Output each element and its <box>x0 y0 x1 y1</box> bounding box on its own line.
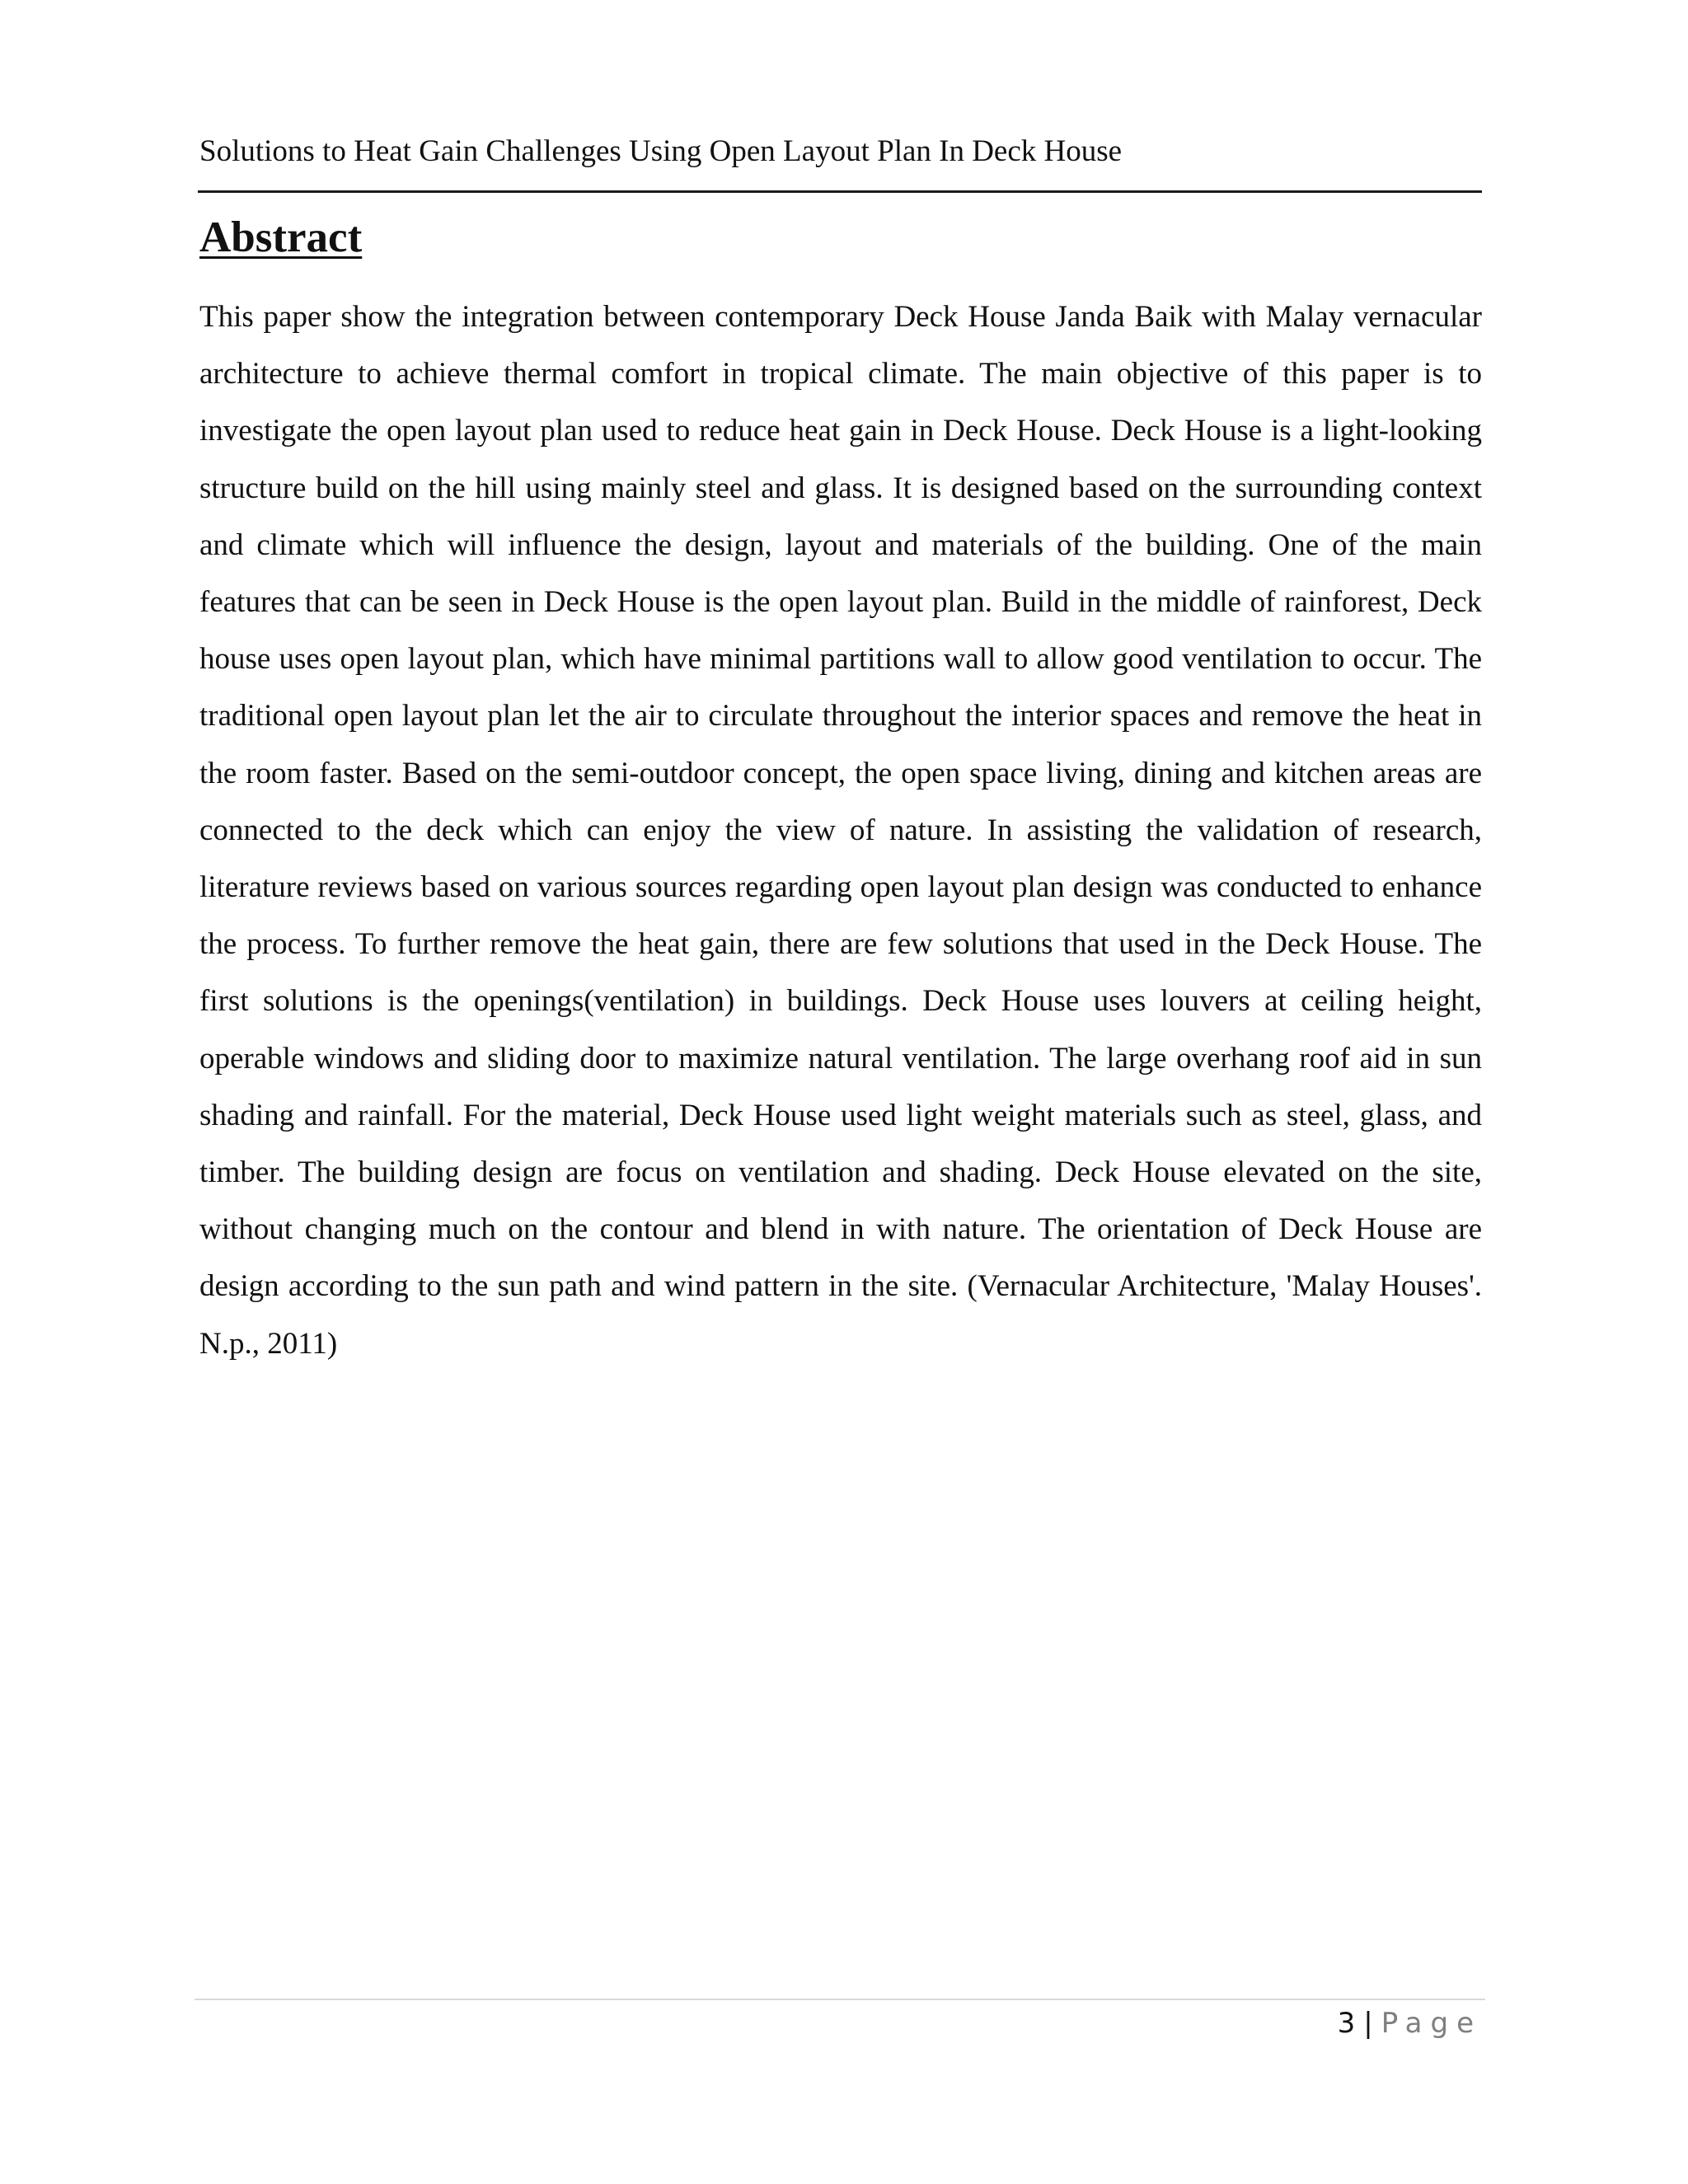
header-divider <box>198 190 1482 193</box>
abstract-paragraph: This paper show the integration between contemporary Deck House Janda Baik with Malay vernacular architecture to achieve thermal comfort in tropical climate. The main objective of this paper is to investigate the open layout plan used to reduce heat gain in Deck House. Deck House is a light-looking structure build on the hill using mainly steel and glass. It is designed based on the surrounding context and climate which will influence the design, layout and materials of the building. One of the main features that can be seen in Deck House is the open layout plan. Build in the middle of rainforest, Deck house uses open layout plan, which have minimal partitions wall to allow good ventilation to occur. The traditional open layout plan let the air to circulate throughout the interior spaces and remove the heat in the room faster. Based on the semi-outdoor concept, the open space living, dining and kitchen areas are connected to the deck which can enjoy the view of nature. In assisting the validation of research, literature reviews based on various sources regarding open layout plan design was conducted to enhance the process. To further remove the heat gain, there are few solutions that used in the Deck House. The first solutions is the openings(ventilation) in buildings. Deck House uses louvers at ceiling height, operable windows and sliding door to maximize natural ventilation. The large overhang roof aid in sun shading and rainfall. For the material, Deck House used light weight materials such as steel, glass, and timber. The building design are focus on ventilation and shading. Deck House elevated on the site, without changing much on the contour and blend in with nature. The orientation of Deck House are design according to the sun path and wind pattern in the site. (Vernacular Architecture, 'Malay Houses'. N.p., 2011) <box>199 300 1482 1361</box>
page-separator: | <box>1363 2007 1373 2040</box>
abstract-heading: Abstract <box>199 213 363 261</box>
page-number: 3 <box>1337 2007 1356 2040</box>
page-footer <box>1338 2004 1482 2042</box>
running-header-title: Solutions to Heat Gain Challenges Using Open Layout Plan In Deck House <box>199 134 1123 168</box>
page-label: Page <box>1381 2007 1482 2040</box>
footer-divider <box>195 1999 1485 2000</box>
